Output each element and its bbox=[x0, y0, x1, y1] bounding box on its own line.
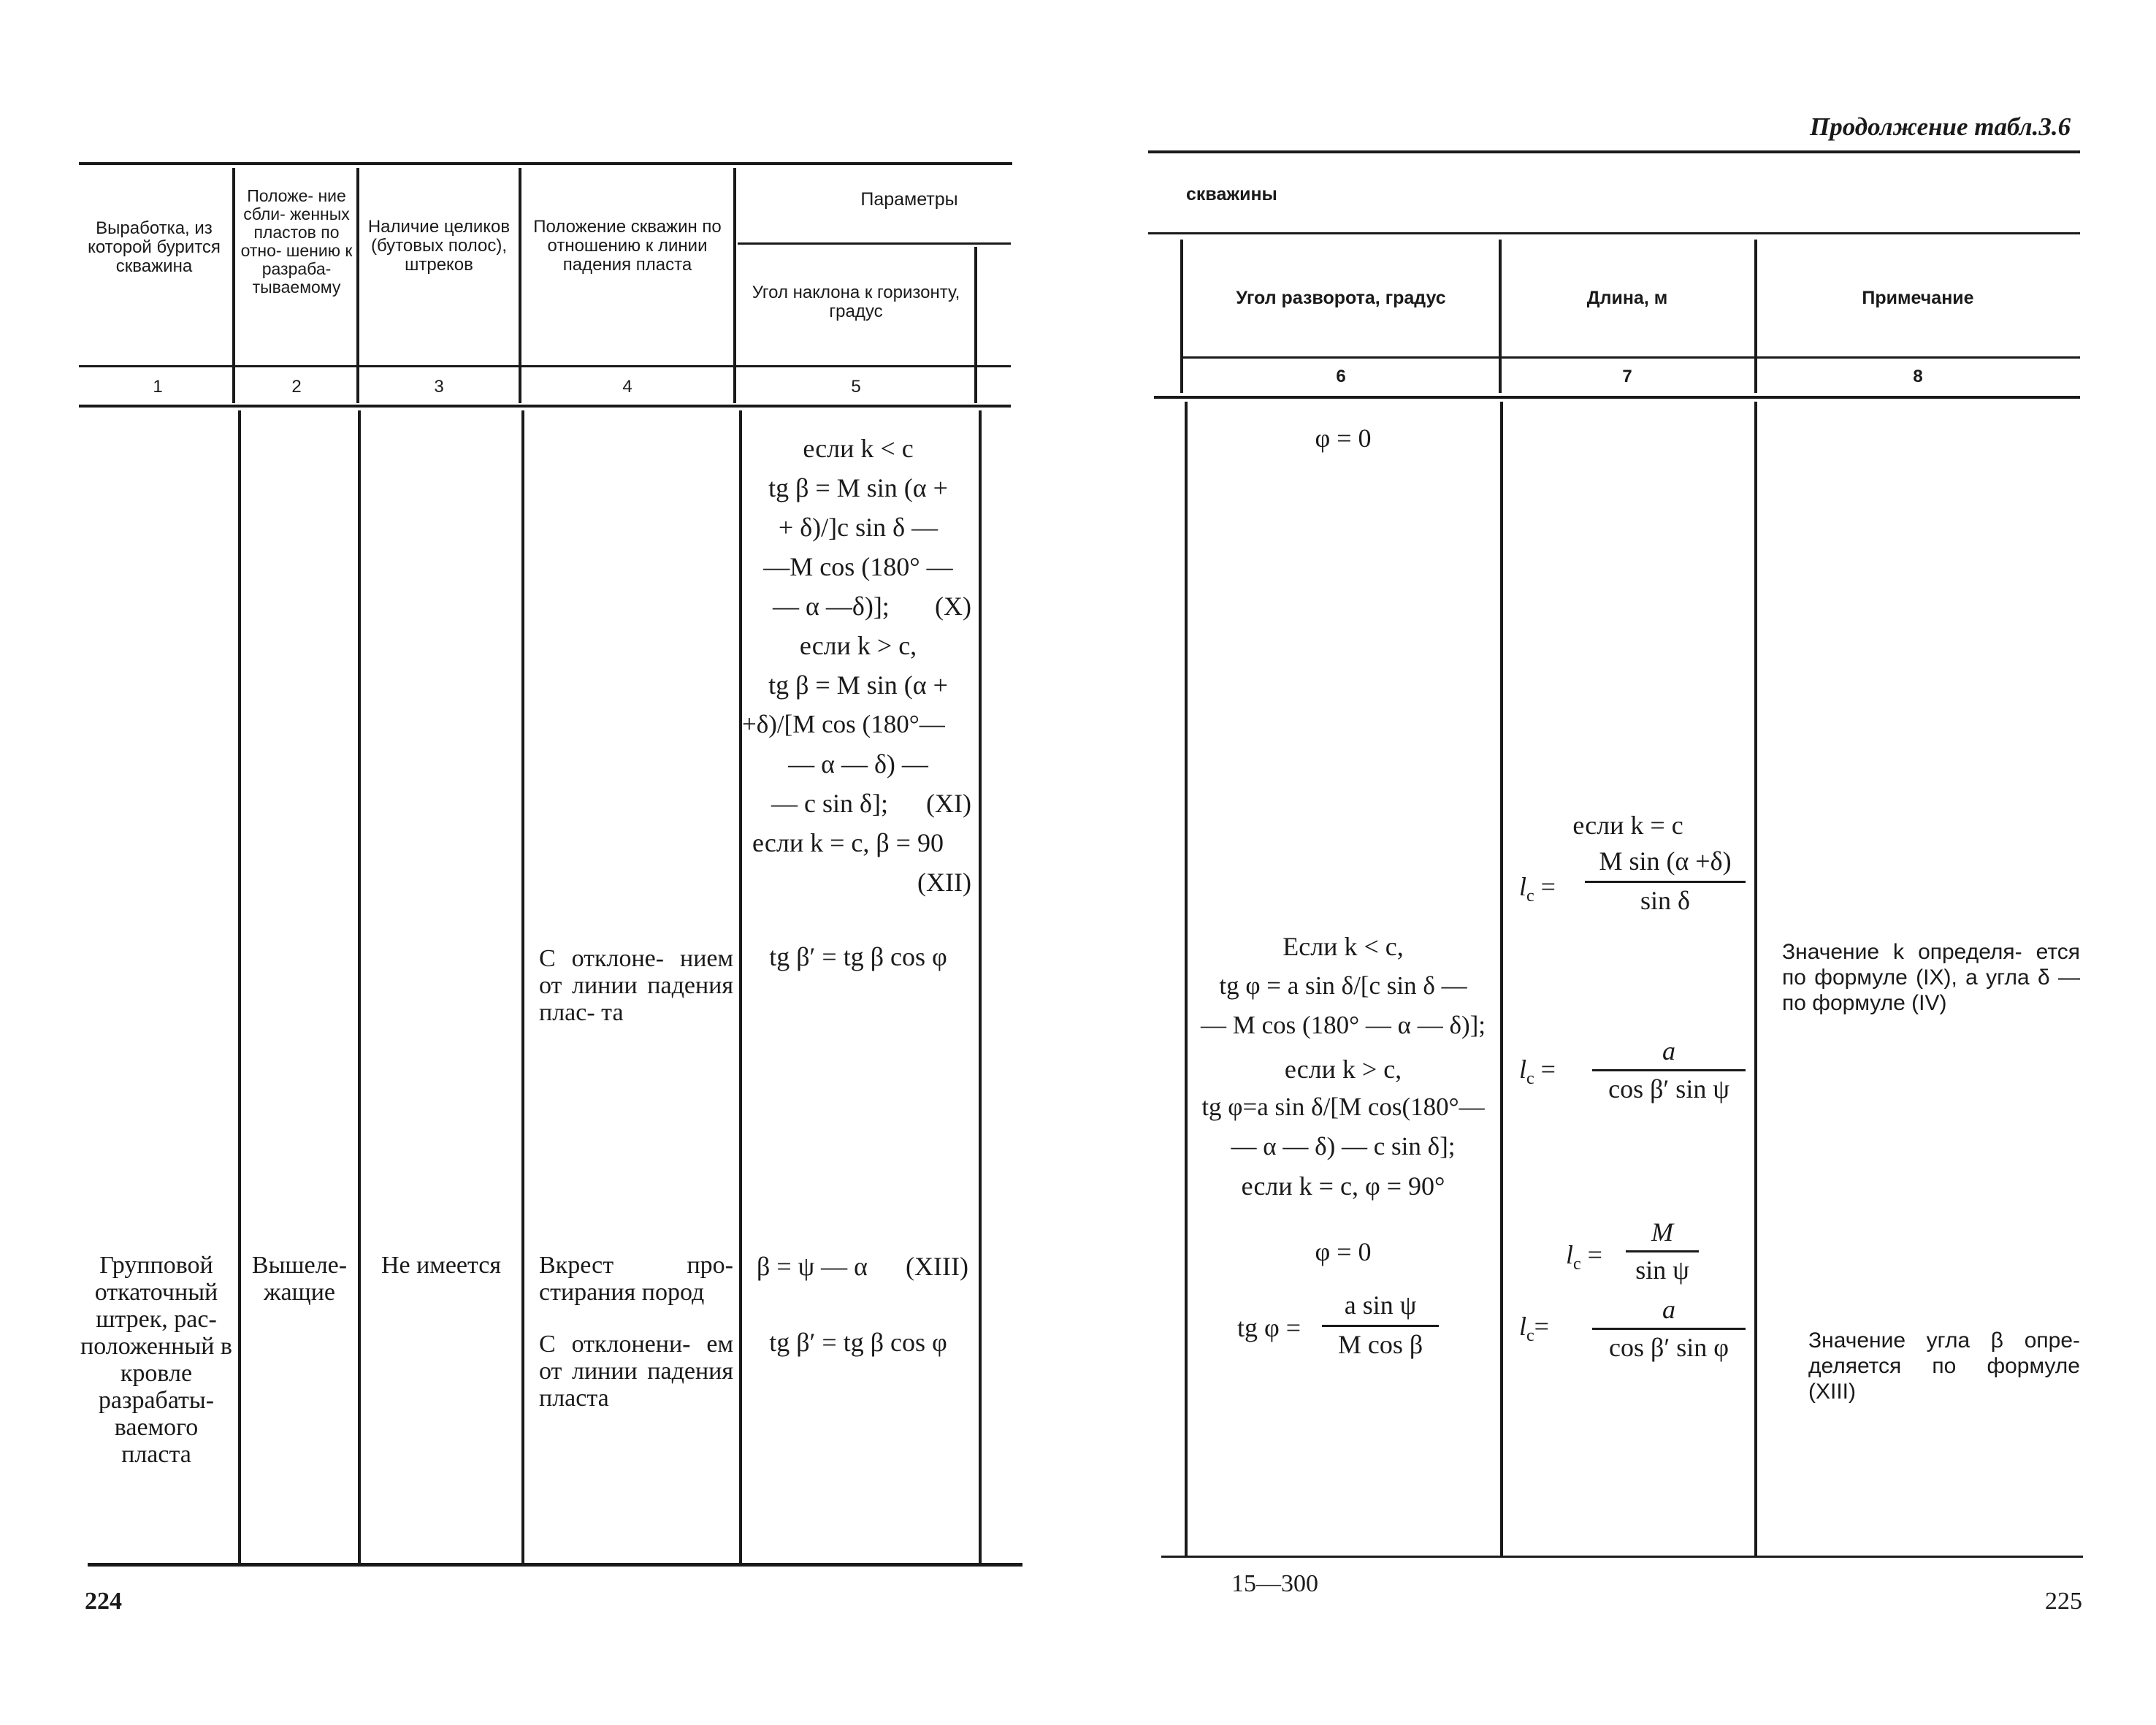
lc-sub: c bbox=[1526, 1326, 1534, 1346]
formula-text: β = ψ — α bbox=[757, 1252, 868, 1281]
formula-text: tg φ=a sin δ/[M cos(180°— bbox=[1201, 1093, 1485, 1121]
col-number: 3 bbox=[434, 377, 444, 397]
cell-deviation-1: С отклоне- нием от линии падения плас- та bbox=[539, 945, 733, 1026]
formula-text: tg φ = a sin δ/[c sin δ — bbox=[1219, 971, 1467, 1000]
lc-sub: c bbox=[1526, 1069, 1534, 1089]
fraction-lc-4 bbox=[1592, 1294, 1746, 1367]
formula-label: (XI) bbox=[926, 789, 971, 818]
col-divider bbox=[733, 168, 736, 403]
fraction-denominator: cos β′ sin ψ bbox=[1608, 1074, 1729, 1104]
formula-text: φ = 0 bbox=[1315, 424, 1372, 453]
fraction-bar bbox=[1592, 1069, 1746, 1071]
formula-text: если k > c, bbox=[1284, 1055, 1402, 1084]
fraction-numerator: a bbox=[1662, 1295, 1675, 1324]
lc-letter: l bbox=[1566, 1240, 1574, 1269]
formula-text: tg β′ = tg β cos φ bbox=[769, 942, 947, 971]
formula-label: (XII) bbox=[917, 868, 971, 897]
fraction-numerator: M bbox=[1651, 1217, 1673, 1247]
col-divider bbox=[358, 410, 361, 1563]
col-number: 8 bbox=[1913, 367, 1923, 386]
col-number: 5 bbox=[851, 377, 861, 397]
params-rule bbox=[738, 242, 1011, 245]
header-col6: Угол разворота, градус bbox=[1236, 288, 1446, 308]
header-col5: Угол наклона к горизонту, градус bbox=[752, 283, 960, 321]
note-k-delta: Значение k определя- ется по формуле (IX), а угла δ — по формуле (IV) bbox=[1782, 940, 2080, 1015]
col-divider bbox=[739, 410, 742, 1563]
formula-text: если k = c bbox=[1572, 811, 1683, 840]
cell-cross-strike: Вкрест про- стирания пород bbox=[539, 1252, 733, 1306]
cell-deviation-2: С отклонени- ем от линии падения пласта bbox=[539, 1331, 733, 1412]
fraction-denominator: M cos β bbox=[1337, 1330, 1423, 1359]
header-parameters: Параметры bbox=[860, 189, 958, 210]
formula-text: — c sin δ]; bbox=[771, 789, 888, 818]
header-col4: Положение скважин по отношению к линии падения пласта bbox=[533, 217, 722, 275]
formula-text: Если k < c, bbox=[1282, 932, 1404, 961]
continuation-caption: Продолжение табл.3.6 bbox=[1810, 112, 2071, 141]
formula-text: — α — δ) — c sin δ]; bbox=[1231, 1132, 1456, 1160]
col-number: 4 bbox=[622, 377, 632, 397]
formula-text: — M cos (180° — α — δ)]; bbox=[1200, 1011, 1486, 1039]
fraction-denominator: cos β′ sin φ bbox=[1609, 1333, 1729, 1362]
lc-letter: l bbox=[1519, 1312, 1527, 1341]
fraction-numerator: a bbox=[1662, 1036, 1675, 1066]
footer-code: 15—300 bbox=[1231, 1570, 1318, 1597]
formula-label: (X) bbox=[935, 592, 971, 621]
col-divider bbox=[1500, 402, 1503, 1556]
header-col7: Длина, м bbox=[1586, 288, 1668, 308]
fraction-bar bbox=[1592, 1328, 1746, 1330]
table-bottom-rule bbox=[1161, 1556, 2083, 1558]
equals: = bbox=[1540, 872, 1556, 901]
col-number: 2 bbox=[291, 377, 302, 397]
col-divider bbox=[356, 168, 359, 403]
fraction-denominator: sin ψ bbox=[1635, 1255, 1689, 1285]
formula-text: если k = c, β = 90 bbox=[752, 828, 944, 857]
header-bottom-rule bbox=[1183, 356, 2080, 359]
header-col2: Положе- ние сбли- женных пластов по отно- шению к разраба- тываемому bbox=[240, 186, 353, 297]
col-number: 1 bbox=[153, 377, 163, 397]
lc-letter: l bbox=[1519, 1055, 1527, 1084]
fraction-tgphi bbox=[1322, 1290, 1439, 1363]
lc-symbol bbox=[1519, 1312, 1549, 1350]
col-number: 7 bbox=[1622, 367, 1632, 386]
fraction-bar bbox=[1322, 1325, 1439, 1327]
formula-label: (XIII) bbox=[906, 1252, 968, 1281]
formula-text: + δ)/]c sin δ — bbox=[778, 513, 939, 542]
formula-text: — α — δ) — bbox=[788, 749, 928, 779]
col-divider bbox=[238, 410, 241, 1563]
numbers-bottom-rule bbox=[1154, 396, 2080, 399]
col-number: 6 bbox=[1336, 367, 1346, 386]
fraction-lc-3 bbox=[1626, 1217, 1699, 1290]
header-bottom-rule bbox=[79, 365, 1011, 367]
lc-letter: l bbox=[1519, 872, 1527, 901]
fraction-bar bbox=[1585, 881, 1746, 883]
col-divider bbox=[979, 410, 982, 1563]
group-header: скважины bbox=[1186, 184, 1277, 204]
fraction-lc-2 bbox=[1592, 1036, 1746, 1109]
formula-text: tg φ = bbox=[1237, 1313, 1301, 1342]
equals: = bbox=[1540, 1055, 1556, 1084]
page-number-left: 224 bbox=[85, 1588, 122, 1615]
col-divider bbox=[519, 168, 521, 403]
table-top-rule bbox=[1148, 150, 2080, 153]
header-col8: Примечание bbox=[1862, 288, 1974, 308]
fraction-lc-1 bbox=[1585, 846, 1746, 919]
formula-text: tg β′ = tg β cos φ bbox=[769, 1328, 947, 1357]
fraction-denominator: sin δ bbox=[1640, 886, 1690, 915]
formula-text: tg β = M sin (α + bbox=[768, 473, 948, 502]
formula-text: tg β = M sin (α + bbox=[768, 670, 948, 700]
fraction-numerator: a sin ψ bbox=[1344, 1290, 1417, 1320]
header-col1: Выработка, из которой бурится скважина bbox=[88, 218, 221, 276]
group-rule bbox=[1148, 232, 2080, 234]
formula-text: —M cos (180° — bbox=[763, 552, 953, 581]
formula-text: если k = c, φ = 90° bbox=[1241, 1171, 1445, 1201]
col-divider bbox=[521, 410, 524, 1563]
page-number-right: 225 bbox=[2045, 1588, 2082, 1615]
fraction-numerator: M sin (α +δ) bbox=[1599, 846, 1732, 876]
col-divider bbox=[1180, 240, 1183, 393]
formula-text: — α —δ)]; bbox=[773, 592, 890, 621]
numbers-bottom-rule bbox=[79, 405, 1011, 408]
lc-sub: c bbox=[1573, 1255, 1581, 1274]
lc-sub: c bbox=[1526, 887, 1534, 906]
formula-text: +δ)/[M cos (180°— bbox=[742, 710, 945, 738]
lc-symbol bbox=[1519, 872, 1556, 911]
formula-text: φ = 0 bbox=[1315, 1237, 1372, 1266]
equals: = bbox=[1534, 1312, 1549, 1341]
col-divider bbox=[232, 168, 235, 403]
fraction-bar bbox=[1626, 1250, 1699, 1252]
col-divider bbox=[974, 247, 977, 403]
lc-symbol bbox=[1519, 1055, 1556, 1093]
equals: = bbox=[1587, 1240, 1602, 1269]
cell-pillars: Не имеется bbox=[381, 1252, 502, 1279]
table-top-rule bbox=[79, 162, 1012, 165]
cell-workings: Групповой откаточный штрек, рас- положенный в кровле разрабаты- ваемого пласта bbox=[80, 1252, 232, 1468]
table-bottom-rule bbox=[88, 1563, 1022, 1567]
col-divider bbox=[1754, 402, 1757, 1556]
formula-text: если k > c, bbox=[799, 631, 917, 660]
cell-seam-position: Вышеле- жащие bbox=[251, 1252, 348, 1306]
header-col3: Наличие целиков (бутовых полос), штреков bbox=[367, 217, 511, 275]
note-beta: Значение угла β опре- деляется по формуле (XIII) bbox=[1808, 1328, 2080, 1404]
lc-symbol bbox=[1566, 1240, 1602, 1279]
formula-text: если k < c bbox=[803, 434, 914, 463]
